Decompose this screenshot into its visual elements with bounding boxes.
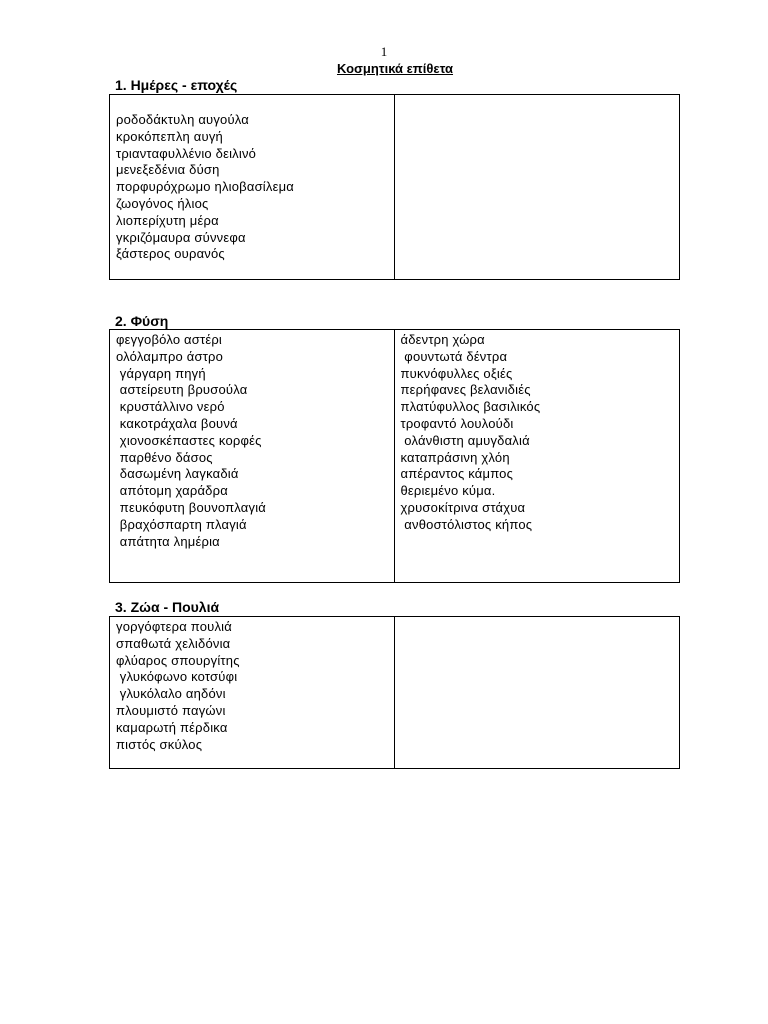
epithet-line: περήφανες βελανιδιές xyxy=(400,382,531,398)
epithet-line: απάτητα λημέρια xyxy=(116,533,220,549)
epithet-line: άδεντρη χώρα xyxy=(400,332,485,347)
epithet-line: καμαρωτή πέρδικα xyxy=(116,719,228,735)
right-column xyxy=(395,330,680,582)
epithet-line: γάργαρη πηγή xyxy=(116,365,206,381)
left-column xyxy=(110,617,395,768)
page-number: 1 xyxy=(380,44,388,59)
epithet-line: γλυκόφωνο κοτσύφι xyxy=(116,669,238,685)
section-heading-nature: 2. Φύση xyxy=(115,313,169,329)
epithet-line: απότομη χαράδρα xyxy=(116,483,228,499)
epithet-line: πυκνόφυλλες οξιές xyxy=(400,365,513,381)
section-heading-days-seasons: 1. Ημέρες - εποχές xyxy=(115,77,238,93)
epithet-line: φουντωτά δέντρα xyxy=(400,348,508,364)
epithet-line: γοργόφτερα πουλιά xyxy=(116,619,232,634)
document-title: Κοσμητικά επίθετα xyxy=(336,61,454,76)
epithet-line: ολάνθιστη αμυγδαλιά xyxy=(400,432,530,448)
epithet-line: λιοπερίχυτη μέρα xyxy=(116,212,219,228)
epithet-line: τροφαντό λουλούδι xyxy=(400,415,514,431)
epithet-line: απέραντος κάμπος xyxy=(400,466,514,482)
epithet-line: ζωογόνος ήλιος xyxy=(116,195,209,211)
epithet-line: θεριεμένο κύμα. xyxy=(400,483,496,499)
epithet-line: φλύαρος σπουργίτης xyxy=(116,652,240,668)
epithet-line: πλουμιστό παγώνι xyxy=(116,702,226,718)
epithet-line: κρυστάλλινο νερό xyxy=(116,399,225,415)
epithet-line: κροκόπεπλη αυγή xyxy=(116,128,223,144)
epithet-line: φεγγοβόλο αστέρι xyxy=(116,332,223,347)
epithet-line: δασωμένη λαγκαδιά xyxy=(116,466,239,482)
epithet-line: χρυσοκίτρινα στάχυα xyxy=(400,499,526,515)
epithet-line: ροδοδάκτυλη αυγούλα xyxy=(116,112,250,127)
epithet-line: κακοτράχαλα βουνά xyxy=(116,415,238,431)
epithet-line: ανθοστόλιστος κήπος xyxy=(400,516,533,532)
section-heading-animals-birds: 3. Ζώα - Πουλιά xyxy=(115,599,220,615)
epithet-line: πλατύφυλλος βασιλικός xyxy=(400,399,541,415)
epithet-line: καταπράσινη χλόη xyxy=(400,449,510,465)
epithet-line: τριανταφυλλένιο δειλινό xyxy=(116,145,257,161)
epithet-line: γλυκόλαλο αηδόνι xyxy=(116,686,226,702)
epithet-line: πευκόφυτη βουνοπλαγιά xyxy=(116,499,267,515)
section-table-nature xyxy=(109,329,680,583)
epithet-line: παρθένο δάσος xyxy=(116,449,213,465)
epithet-line: βραχόσπαρτη πλαγιά xyxy=(116,516,247,532)
epithet-line: πορφυρόχρωμο ηλιοβασίλεμα xyxy=(116,179,294,195)
epithet-line: πιστός σκύλος xyxy=(116,736,203,752)
right-column xyxy=(395,95,680,279)
right-column xyxy=(395,617,680,768)
section-table-animals-birds xyxy=(109,616,680,769)
left-column xyxy=(110,95,395,279)
left-column xyxy=(110,330,395,582)
epithet-line: σπαθωτά χελιδόνια xyxy=(116,635,231,651)
epithet-line: γκριζόμαυρα σύννεφα xyxy=(116,229,246,245)
epithet-line: μενεξεδένια δύση xyxy=(116,162,220,178)
epithet-line: χιονοσκέπαστες κορφές xyxy=(116,432,262,448)
section-table-days-seasons xyxy=(109,94,680,280)
epithet-line: ολόλαμπρο άστρο xyxy=(116,348,224,364)
epithet-line: αστείρευτη βρυσούλα xyxy=(116,382,248,398)
epithet-line: ξάστερος ουρανός xyxy=(116,246,225,262)
